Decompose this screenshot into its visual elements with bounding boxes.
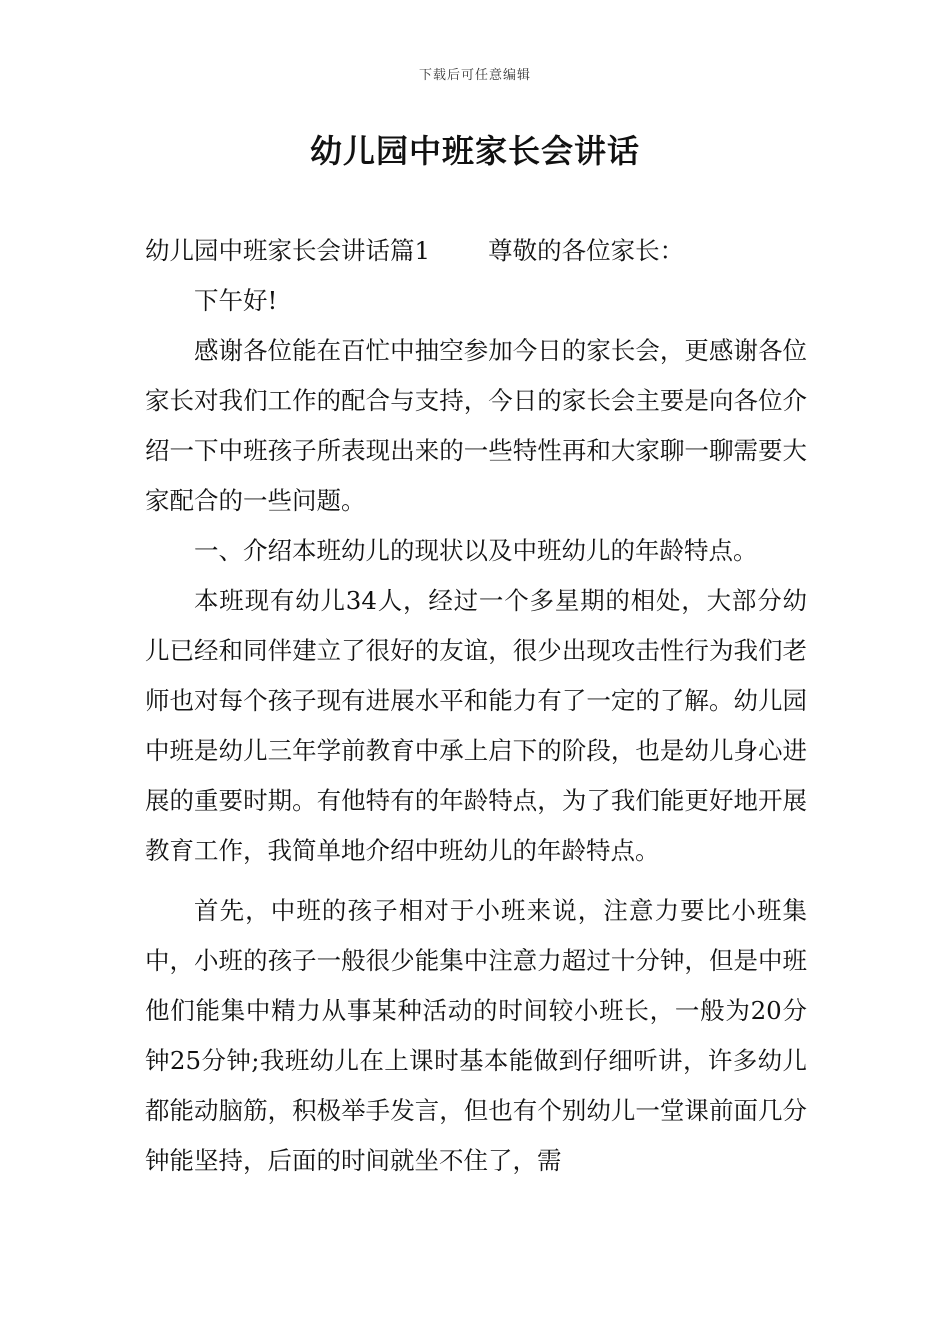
salutation: 尊敬的各位家长：: [488, 236, 685, 265]
paragraph-section-heading: 一、介绍本班幼儿的现状以及中班幼儿的年龄特点。: [194, 536, 758, 565]
document-body: [145, 226, 807, 1186]
paragraph-greeting: 下午好!: [194, 286, 278, 315]
paragraph-gap: [145, 876, 807, 886]
header-note: 下载后可任意编辑: [418, 68, 531, 83]
opening-line: [145, 226, 807, 276]
article-label: 幼儿园中班家长会讲话篇1: [145, 236, 431, 265]
document-title: 幼儿园中班家长会讲话: [309, 132, 640, 170]
paragraph-class-status: 本班现有幼儿34人，经过一个多星期的相处，大部分幼儿已经和同伴建立了很好的友谊，很少出现攻击性行为我们老师也对每个孩子现有进展水平和能力有了一定的了解。幼儿园中班是幼儿三年学前教育中承上启下的阶段，也是幼儿身心进展的重要时期。有他特有的年龄特点，为了我们能更好地开展教育工作，我简单地介绍中班幼儿的年龄特点。: [145, 586, 807, 865]
paragraph-thanks: 感谢各位能在百忙中抽空参加今日的家长会，更感谢各位家长对我们工作的配合与支持，今日的家长会主要是向各位介绍一下中班孩子所表现出来的一些特性再和大家聊一聊需要大家配合的一些问题。: [145, 336, 807, 515]
paragraph-attention: 首先，中班的孩子相对于小班来说，注意力要比小班集中，小班的孩子一般很少能集中注意力超过十分钟，但是中班他们能集中精力从事某种活动的时间较小班长，一般为20分钟25分钟;我班幼儿在上课时基本能做到仔细听讲，许多幼儿都能动脑筋，积极举手发言，但也有个别幼儿一堂课前面几分钟能坚持，后面的时间就坐不住了，需: [145, 896, 807, 1175]
